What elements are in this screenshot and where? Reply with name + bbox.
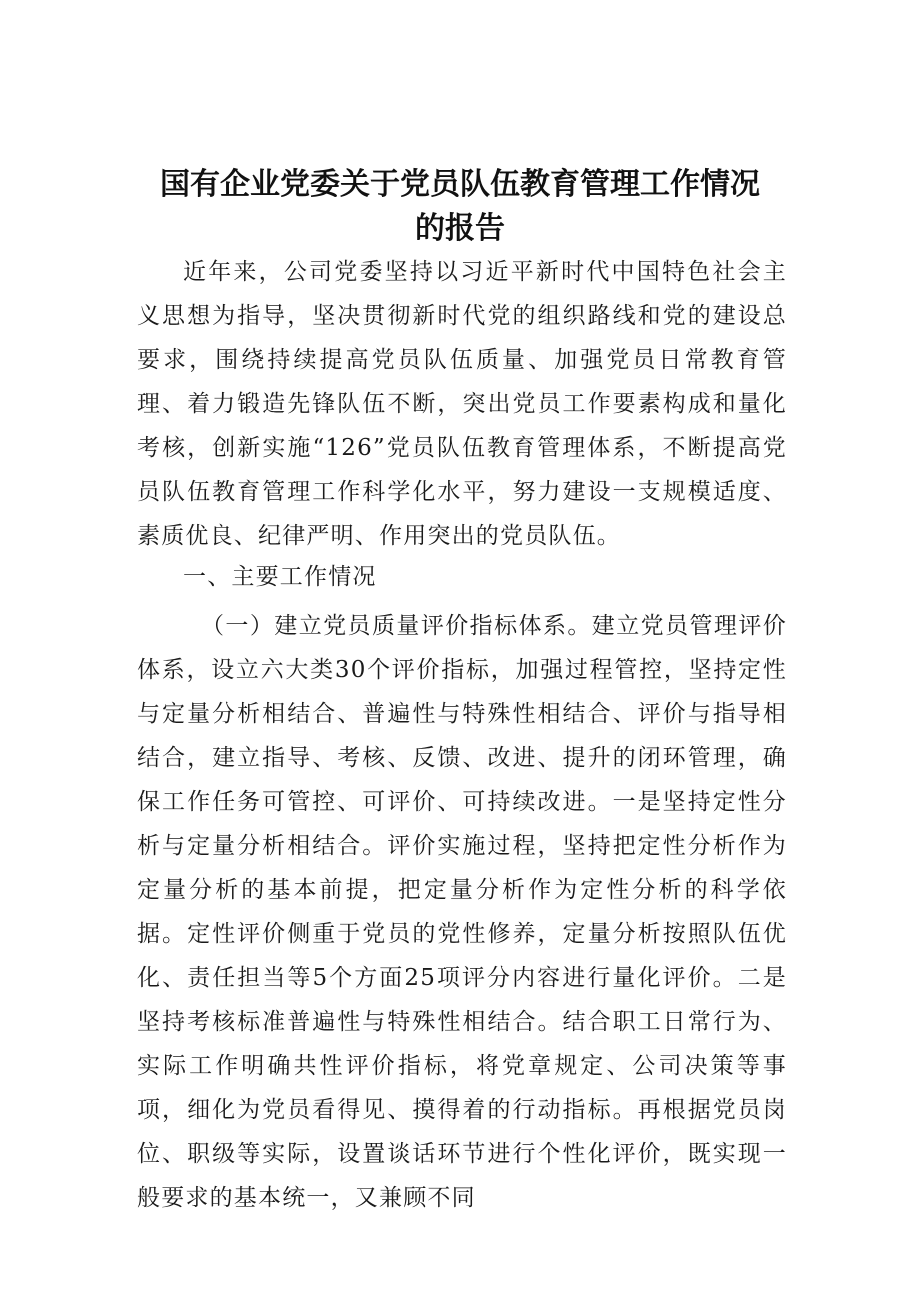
body-paragraph-1: （一）建立党员质量评价指标体系。建立党员管理评价体系，设立六大类30个评价指标，加强过程管控，坚持定性与定量分析相结合、普遍性与特殊性相结合、评价与指导相结合，建立指导、考核、反馈、改进、提升的闭环管理，确保工作任务可管控、可评价、可持续改进。一是坚持定性分析与定量分析相结合。评价实施过程，坚持把定性分析作为定量分析的基本前提，把定量分析作为定性分析的科学依据。定性评价侧重于党员的党性修养，定量分析按照队伍优化、责任担当等5个方面25项评分内容进行量化评价。二是坚持考核标准普遍性与特殊性相结合。结合职工日常行为、实际工作明确共性评价指标，将党章规定、公司决策等事项，细化为党员看得见、摸得着的行动指标。再根据党员岗位、职级等实际，设置谈话环节进行个性化评价，既实现一般要求的基本统一，又兼顾不同 [137,613,787,1211]
document-title-line-2: 的报告 [415,211,505,246]
intro-paragraph: 近年来，公司党委坚持以习近平新时代中国特色社会主义思想为指导，坚决贯彻新时代党的组织路线和党的建设总要求，围绕持续提高党员队伍质量、加强党员日常教育管理、着力锻造先锋队伍不断，突出党员工作要素构成和量化考核，创新实施“126”党员队伍教育管理体系，不断提高党员队伍教育管理工作科学化水平，努力建设一支规模适度、素质优良、纪律严明、作用突出的党员队伍。 [137,259,787,549]
section-heading: 一、主要工作情况 [183,564,377,590]
document-title-line-1: 国有企业党委关于党员队伍教育管理工作情况 [160,167,760,202]
